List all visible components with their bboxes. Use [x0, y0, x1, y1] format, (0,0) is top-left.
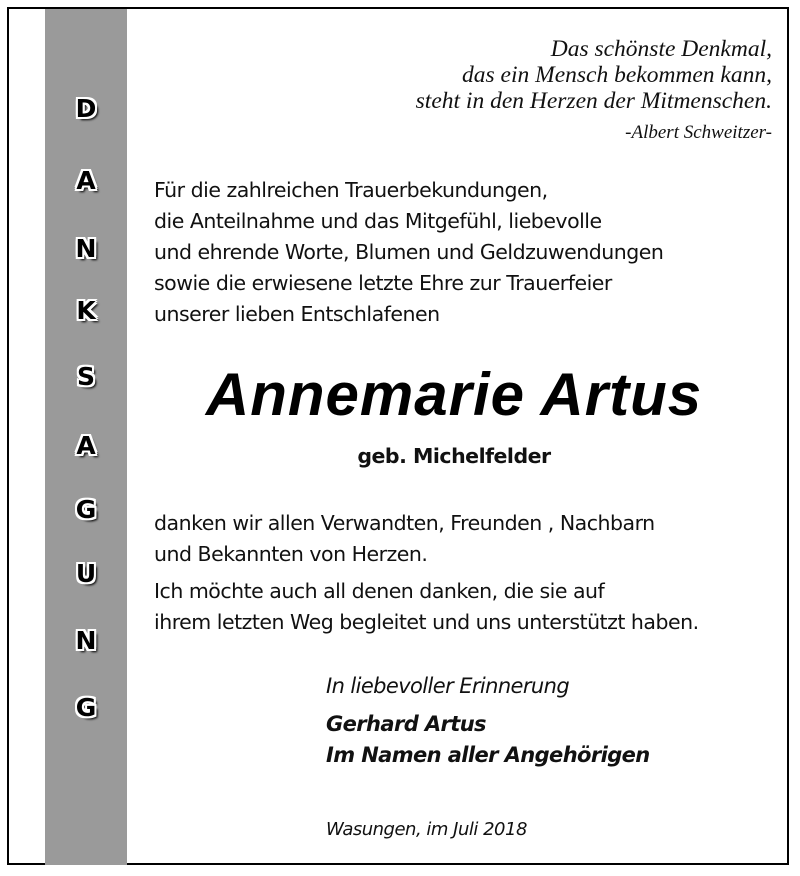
quote-line: Das schönste Denkmal, [550, 36, 772, 62]
banner-letter-s: S [76, 362, 95, 391]
intro-line: die Anteilnahme und das Mitgefühl, liebevolle [154, 209, 602, 233]
maiden-name: geb. Michelfelder [357, 444, 551, 468]
banner-letter-n: N [75, 234, 97, 263]
thanks-paragraph [154, 508, 655, 570]
epigraph-quote [416, 36, 772, 114]
banner-letter-k: K [76, 296, 96, 325]
deceased-name: Annemarie Artus [205, 361, 703, 428]
on-behalf-line: Im Namen aller Angehörigen [326, 743, 650, 767]
quote-line: das ein Mensch bekommen kann, [462, 62, 772, 88]
banner-letter-g: G [75, 693, 97, 722]
thanks-line: und Bekannten von Herzen. [154, 542, 428, 566]
additional-line: Ich möchte auch all denen danken, die sie auf [154, 579, 605, 603]
additional-thanks-paragraph [154, 576, 699, 638]
closing-phrase: In liebevoller Erinnerung [326, 674, 570, 698]
intro-paragraph [154, 175, 663, 330]
intro-line: unserer lieben Entschlafenen [154, 302, 440, 326]
quote-author: -Albert Schweitzer- [625, 122, 772, 143]
banner-letter-g: G [75, 495, 97, 524]
additional-line: ihrem letzten Weg begleitet und uns unterstützt haben. [154, 610, 699, 634]
banner-letter-a: A [76, 431, 96, 460]
intro-line: Für die zahlreichen Trauerbekundungen, [154, 178, 548, 202]
place-date: Wasungen, im Juli 2018 [326, 819, 527, 840]
intro-line: und ehrende Worte, Blumen und Geldzuwendungen [154, 240, 664, 264]
banner-letter-u: U [75, 559, 97, 588]
banner-letter-a: A [76, 166, 96, 195]
signer-name: Gerhard Artus [326, 712, 486, 736]
quote-line: steht in den Herzen der Mitmenschen. [415, 88, 772, 114]
danksagung-side-banner [45, 9, 127, 865]
banner-letter-d: D [75, 94, 97, 123]
intro-line: sowie die erwiesene letzte Ehre zur Trauerfeier [154, 271, 612, 295]
thanks-line: danken wir allen Verwandten, Freunden , Nachbarn [154, 511, 655, 535]
banner-letter-n: N [75, 626, 97, 655]
